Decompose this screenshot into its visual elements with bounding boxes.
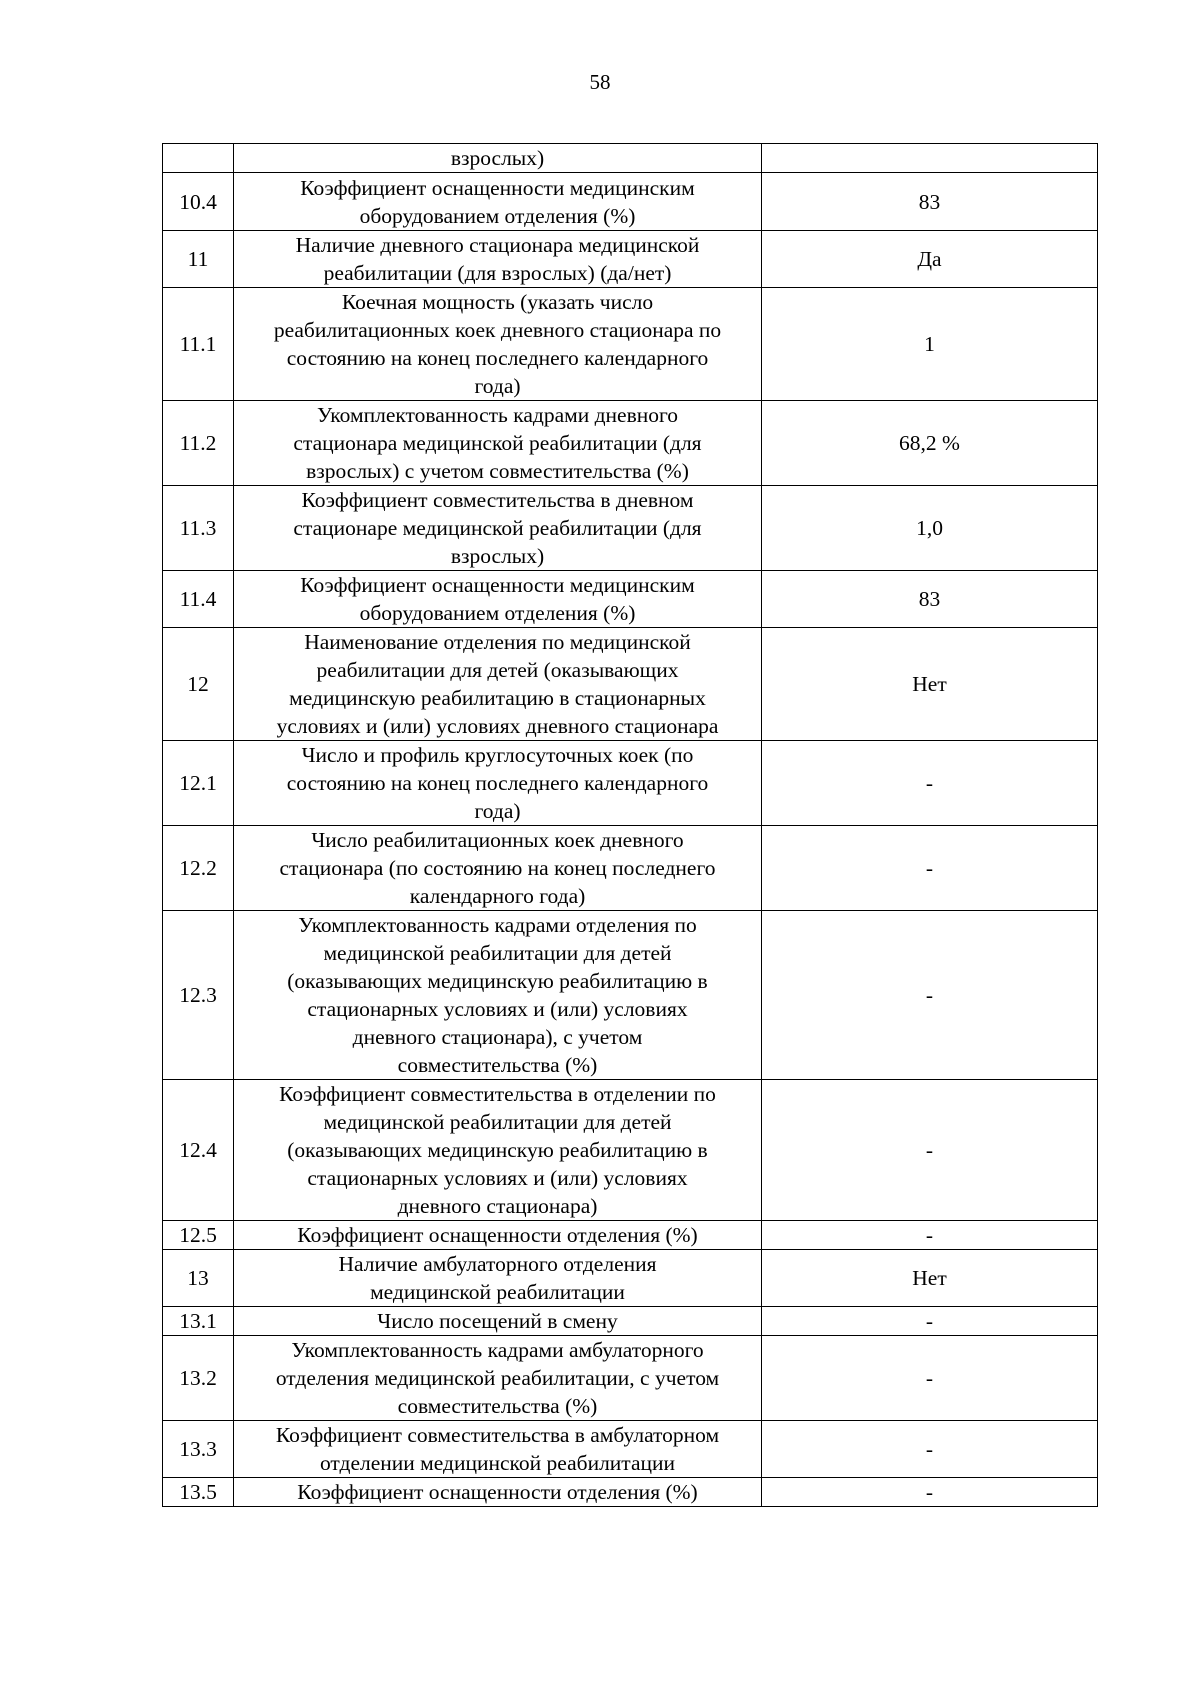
indicator-value-cell: - [762, 1478, 1098, 1507]
table-body [163, 144, 1098, 1507]
indicator-value-cell: Нет [762, 1250, 1098, 1307]
indicator-name-cell: Наименование отделения по медицинской реабилитации для детей (оказывающих медицинскую реабилитацию в стационарных условиях и (или) условиях дневного стационара [234, 628, 762, 741]
indicator-value-cell: 1,0 [762, 486, 1098, 571]
row-number-cell: 10.4 [163, 173, 234, 231]
indicator-value-cell: - [762, 1307, 1098, 1336]
table-row [163, 144, 1098, 173]
indicator-name-cell: взрослых) [234, 144, 762, 173]
indicator-name-cell: Наличие амбулаторного отделения медицинской реабилитации [234, 1250, 762, 1307]
indicator-name-cell: Укомплектованность кадрами отделения по медицинской реабилитации для детей (оказывающих медицинскую реабилитацию в стационарных условиях и (или) условиях дневного стационара), с учетом совместительства (%) [234, 911, 762, 1080]
indicator-value-cell: - [762, 911, 1098, 1080]
indicator-name-cell: Укомплектованность кадрами амбулаторного отделения медицинской реабилитации, с учетом совместительства (%) [234, 1336, 762, 1421]
table-row [163, 1336, 1098, 1421]
indicator-value-cell: - [762, 1421, 1098, 1478]
indicator-value-cell: - [762, 1336, 1098, 1421]
row-number-cell [163, 144, 234, 173]
indicator-value-cell: 83 [762, 173, 1098, 231]
table-row [163, 173, 1098, 231]
table-row [163, 1250, 1098, 1307]
indicator-name-cell: Коэффициент совместительства в дневном стационаре медицинской реабилитации (для взрослых) [234, 486, 762, 571]
indicator-name-cell: Число и профиль круглосуточных коек (по состоянию на конец последнего календарного года) [234, 741, 762, 826]
row-number-cell: 12.1 [163, 741, 234, 826]
indicator-value-cell: Да [762, 231, 1098, 288]
table-row [163, 1307, 1098, 1336]
table-row [163, 1080, 1098, 1221]
row-number-cell: 11.4 [163, 571, 234, 628]
report-table [162, 143, 1098, 1507]
indicator-value-cell: - [762, 741, 1098, 826]
row-number-cell: 12.5 [163, 1221, 234, 1250]
row-number-cell: 13.5 [163, 1478, 234, 1507]
row-number-cell: 11.1 [163, 288, 234, 401]
row-number-cell: 13 [163, 1250, 234, 1307]
indicator-name-cell: Коэффициент оснащенности отделения (%) [234, 1478, 762, 1507]
indicator-value-cell: 1 [762, 288, 1098, 401]
row-number-cell: 12 [163, 628, 234, 741]
indicator-name-cell: Коэффициент оснащенности медицинским оборудованием отделения (%) [234, 571, 762, 628]
page-number: 58 [589, 70, 611, 94]
row-number-cell: 13.1 [163, 1307, 234, 1336]
row-number-cell: 11 [163, 231, 234, 288]
table-row [163, 288, 1098, 401]
table-row [163, 741, 1098, 826]
indicator-name-cell: Коэффициент оснащенности медицинским оборудованием отделения (%) [234, 173, 762, 231]
row-number-cell: 13.2 [163, 1336, 234, 1421]
indicator-name-cell: Коэффициент оснащенности отделения (%) [234, 1221, 762, 1250]
table-row [163, 1421, 1098, 1478]
row-number-cell: 12.4 [163, 1080, 234, 1221]
indicator-value-cell: - [762, 1221, 1098, 1250]
table-row [163, 401, 1098, 486]
indicator-value-cell: 83 [762, 571, 1098, 628]
table-row [163, 571, 1098, 628]
indicator-name-cell: Коэффициент совместительства в амбулаторном отделении медицинской реабилитации [234, 1421, 762, 1478]
table-row [163, 1221, 1098, 1250]
indicator-value-cell: 68,2 % [762, 401, 1098, 486]
indicator-name-cell: Укомплектованность кадрами дневного стационара медицинской реабилитации (для взрослых) с учетом совместительства (%) [234, 401, 762, 486]
indicator-value-cell: - [762, 826, 1098, 911]
indicator-name-cell: Наличие дневного стационара медицинской реабилитации (для взрослых) (да/нет) [234, 231, 762, 288]
table-row [163, 231, 1098, 288]
indicator-name-cell: Число посещений в смену [234, 1307, 762, 1336]
row-number-cell: 12.2 [163, 826, 234, 911]
row-number-cell: 12.3 [163, 911, 234, 1080]
row-number-cell: 11.3 [163, 486, 234, 571]
indicator-value-cell [762, 144, 1098, 173]
table-row [163, 826, 1098, 911]
indicator-name-cell: Коечная мощность (указать число реабилитационных коек дневного стационара по состоянию на конец последнего календарного года) [234, 288, 762, 401]
indicator-value-cell: Нет [762, 628, 1098, 741]
table-row [163, 1478, 1098, 1507]
indicator-name-cell: Число реабилитационных коек дневного стационара (по состоянию на конец последнего календарного года) [234, 826, 762, 911]
indicator-name-cell: Коэффициент совместительства в отделении по медицинской реабилитации для детей (оказывающих медицинскую реабилитацию в стационарных условиях и (или) условиях дневного стационара) [234, 1080, 762, 1221]
row-number-cell: 11.2 [163, 401, 234, 486]
table-row [163, 486, 1098, 571]
indicator-value-cell: - [762, 1080, 1098, 1221]
table-row [163, 628, 1098, 741]
row-number-cell: 13.3 [163, 1421, 234, 1478]
table-row [163, 911, 1098, 1080]
